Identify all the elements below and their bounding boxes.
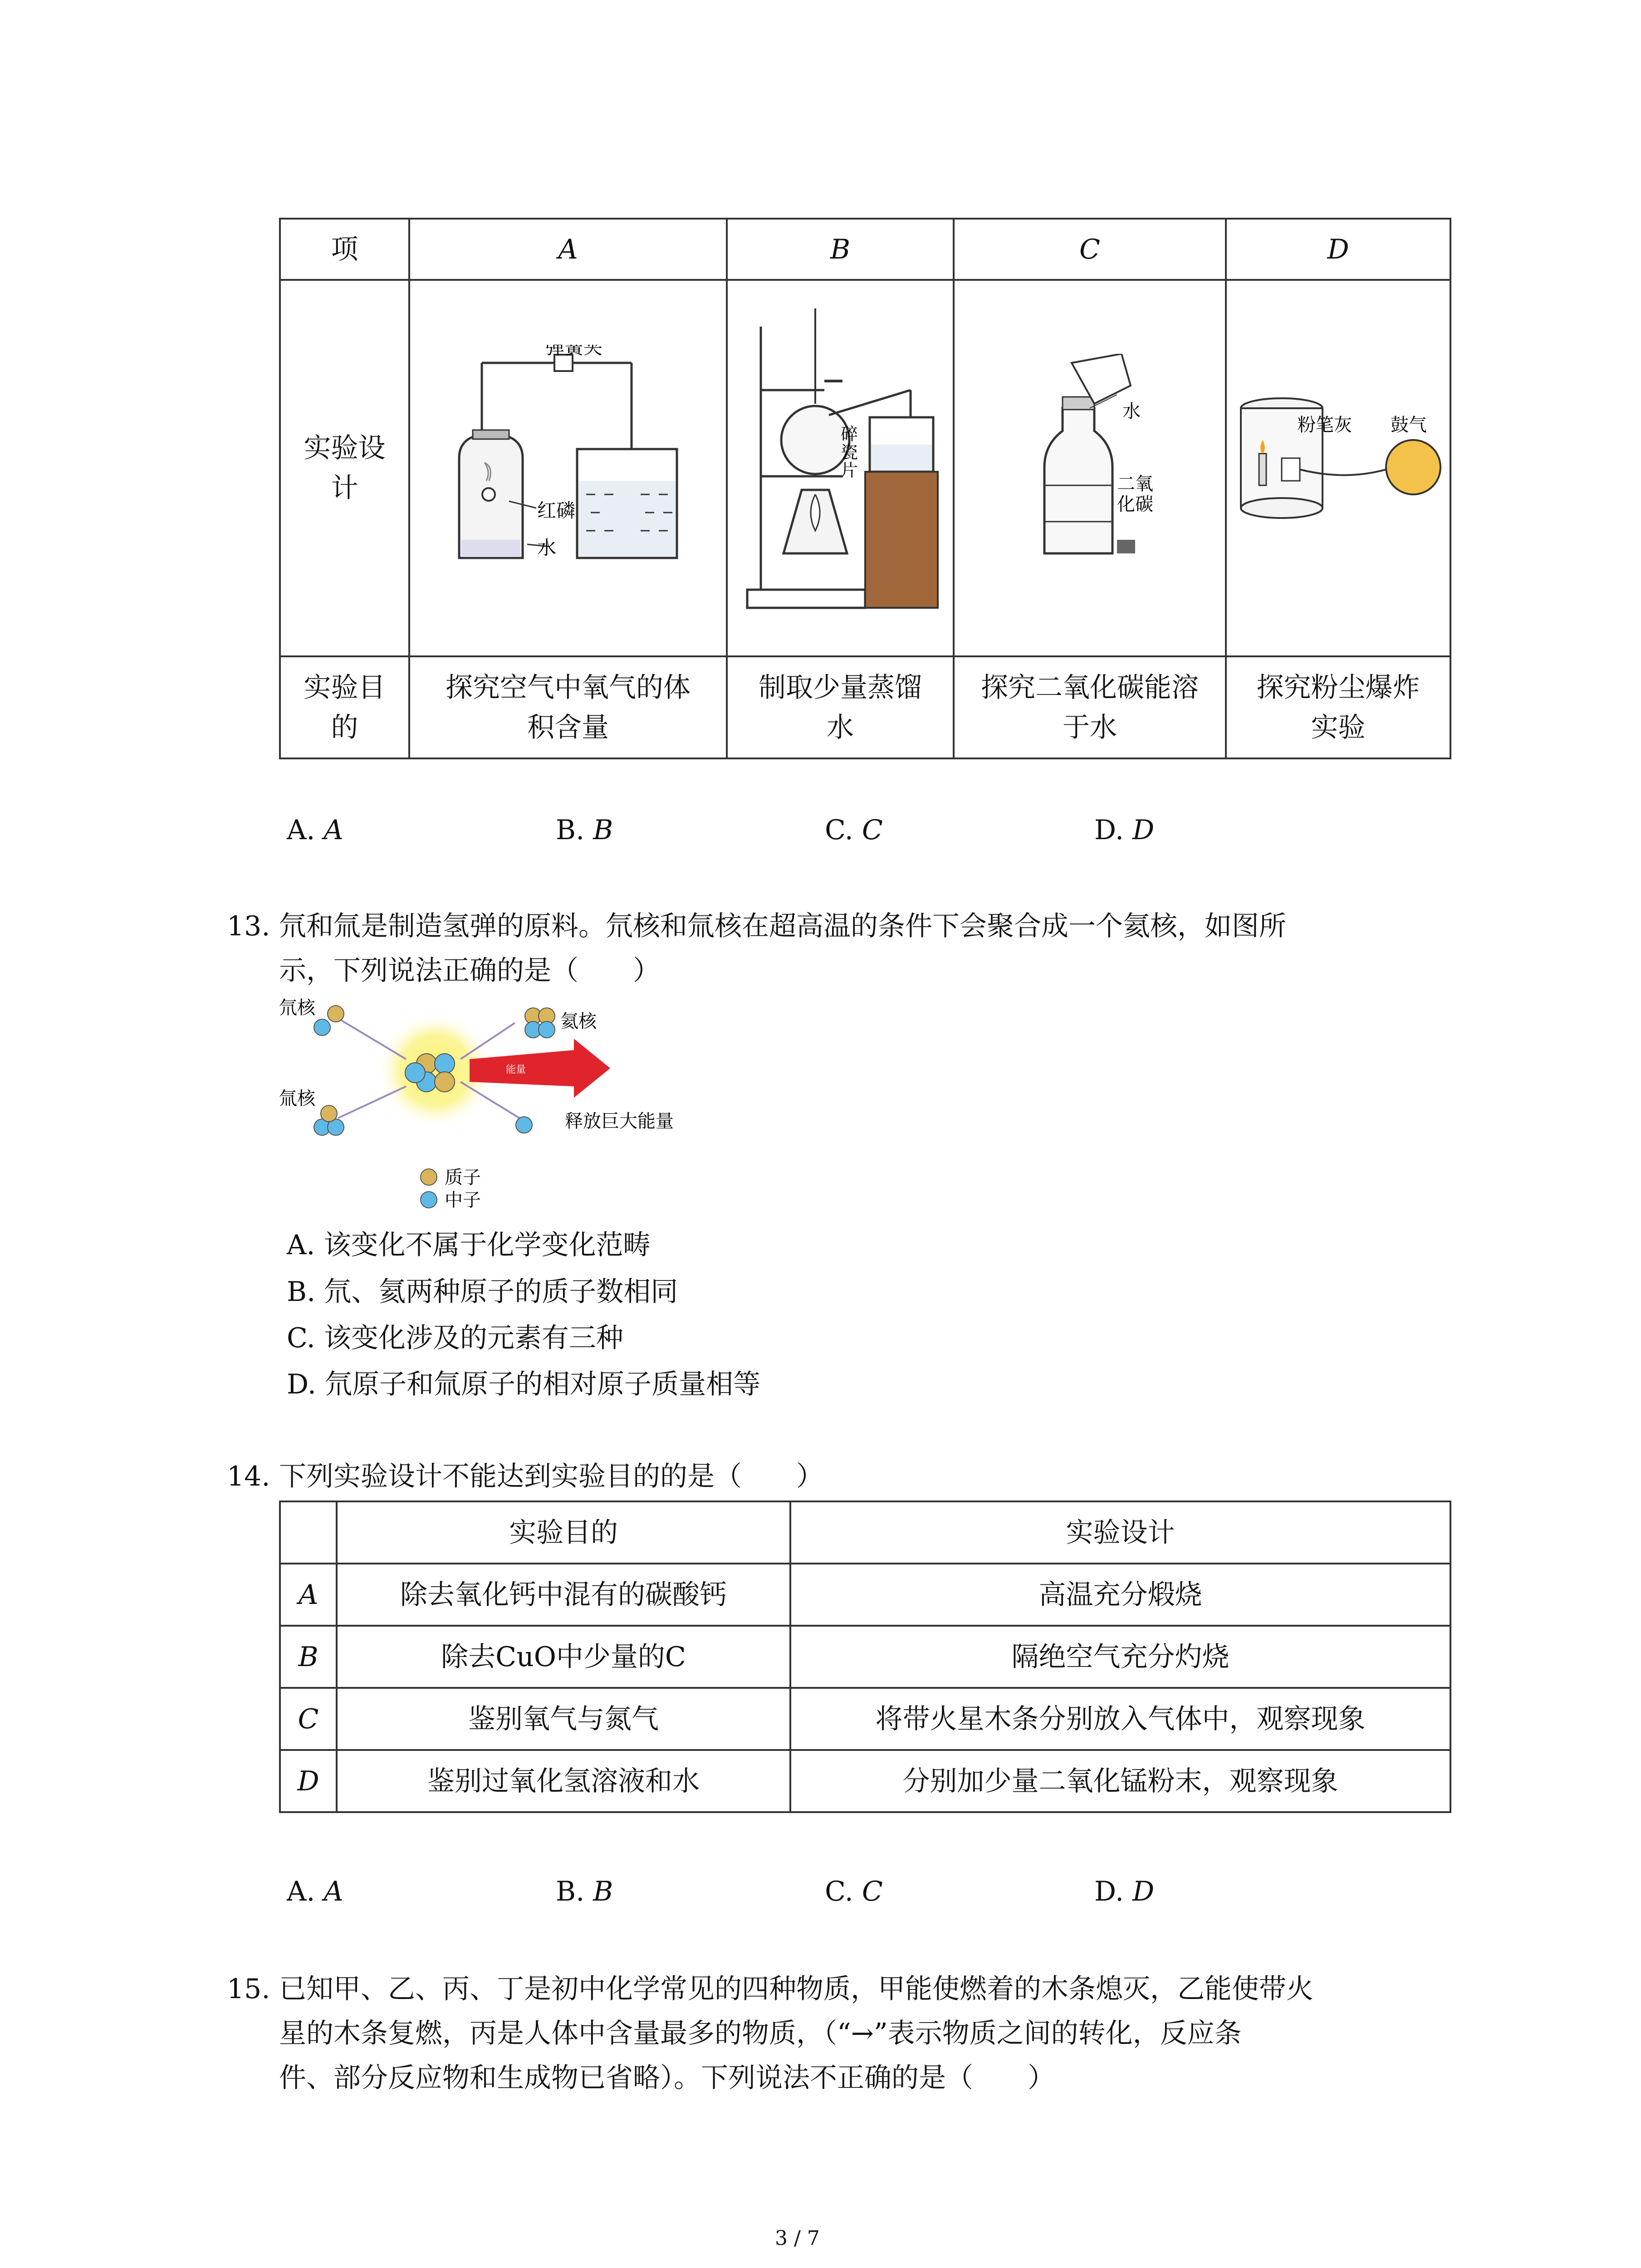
figure-c-cell bbox=[954, 280, 1226, 656]
q15-stem-line2: 星的木条复燃，丙是人体中含量最多的物质，（“→”表示物质之间的转化，反应条 bbox=[279, 2018, 1242, 2049]
q15-number: 15. bbox=[227, 1973, 270, 2005]
figure-b-cell bbox=[727, 280, 954, 656]
label-phosphorus: 红磷 bbox=[537, 499, 576, 522]
table-row: D 鉴别过氧化氢溶液和水 分别加少量二氧化锰粉末，观察现象 bbox=[280, 1750, 1450, 1812]
option-c[interactable]: C. C bbox=[825, 1876, 883, 1907]
option-c[interactable]: C. C bbox=[825, 814, 883, 846]
label-tritium: 氚核 bbox=[279, 1088, 315, 1109]
legend-neutron: 中子 bbox=[445, 1190, 481, 1211]
row-label-design: 实验设 计 bbox=[280, 280, 409, 656]
fusion-diagram bbox=[279, 996, 710, 1222]
q13-stem-line2: 示，下列说法正确的是（ ） bbox=[279, 955, 660, 987]
q12-table bbox=[279, 218, 1451, 759]
label-blow: 鼓气 bbox=[1390, 415, 1427, 435]
option-d[interactable]: D. D bbox=[1094, 1876, 1155, 1907]
q13-option-d[interactable]: D. 氘原子和氚原子的相对原子质量相等 bbox=[287, 1369, 761, 1400]
q14-table bbox=[279, 1501, 1451, 1813]
figure-c-apparatus bbox=[1004, 354, 1176, 572]
purpose-d: 探究粉尘爆炸 实验 bbox=[1226, 656, 1450, 758]
table-header-cell: 实验设计 bbox=[790, 1501, 1450, 1564]
q13-option-b[interactable]: B. 氘、氦两种原子的质子数相同 bbox=[287, 1276, 678, 1308]
table-header-cell: B bbox=[727, 219, 954, 280]
figure-d-cell bbox=[1226, 280, 1450, 656]
label-chalk: 粉笔灰 bbox=[1297, 415, 1352, 435]
purpose-a: 探究空气中氧气的体 积含量 bbox=[409, 656, 727, 758]
label-deuterium: 氘核 bbox=[279, 997, 315, 1018]
purpose-c: 探究二氧化碳能溶 于水 bbox=[954, 656, 1226, 758]
label-energy: 释放巨大能量 bbox=[565, 1111, 674, 1132]
option-d[interactable]: D. D bbox=[1094, 814, 1155, 846]
table-header-cell: D bbox=[1226, 219, 1450, 280]
q14-stem: 下列实验设计不能达到实验目的的是（ ） bbox=[279, 1461, 823, 1492]
q15-stem-line1: 已知甲、乙、丙、丁是初中化学常见的四种物质，甲能使燃着的木条熄灭，乙能使带火 bbox=[279, 1973, 1313, 2005]
table-header-cell: A bbox=[409, 219, 727, 280]
legend-proton: 质子 bbox=[445, 1167, 481, 1188]
option-b[interactable]: B. B bbox=[556, 814, 613, 846]
figure-d-apparatus bbox=[1232, 390, 1445, 535]
table-header-cell: C bbox=[954, 219, 1226, 280]
table-row: B 除去CuO中少量的C 隔绝空气充分灼烧 bbox=[280, 1626, 1450, 1688]
purpose-b: 制取少量蒸馏 水 bbox=[727, 656, 954, 758]
table-row: C 鉴别氧气与氮气 将带火星木条分别放入气体中，观察现象 bbox=[280, 1688, 1450, 1750]
q15-stem-line3: 件、部分反应物和生成物已省略）。下列说法不正确的是（ ） bbox=[279, 2062, 1055, 2094]
q13-stem-line1: 氘和氚是制造氢弹的原料。氘核和氚核在超高温的条件下会聚合成一个氦核，如图所 bbox=[279, 910, 1286, 942]
figure-a-cell bbox=[409, 280, 727, 656]
table-row: A 除去氧化钙中混有的碳酸钙 高温充分煅烧 bbox=[280, 1564, 1450, 1626]
q14-number: 14. bbox=[227, 1461, 270, 1492]
q13-number: 13. bbox=[227, 910, 270, 942]
table-header-cell bbox=[280, 1501, 337, 1564]
label-water: 水 bbox=[537, 537, 557, 559]
option-b[interactable]: B. B bbox=[556, 1876, 613, 1907]
row-label-purpose: 实验目 的 bbox=[280, 656, 409, 758]
page-number: 3 / 7 bbox=[775, 2227, 820, 2250]
label-water: 水 bbox=[1122, 401, 1141, 422]
q13-option-c[interactable]: C. 该变化涉及的元素有三种 bbox=[287, 1322, 623, 1354]
energy-arrow-label: 能量 bbox=[506, 1064, 526, 1075]
table-header-cell: 实验目的 bbox=[337, 1501, 790, 1564]
q13-option-a[interactable]: A. 该变化不属于化学变化范畴 bbox=[287, 1229, 651, 1261]
label-helium: 氦核 bbox=[560, 1011, 597, 1032]
figure-b-apparatus bbox=[734, 299, 947, 626]
label-chips-3: 片 bbox=[841, 460, 858, 480]
figure-a-apparatus bbox=[441, 345, 695, 581]
option-a[interactable]: A. A bbox=[287, 814, 343, 846]
label-co2-2: 化碳 bbox=[1117, 494, 1153, 515]
option-a[interactable]: A. A bbox=[287, 1876, 343, 1907]
label-clip: 弹簧夹 bbox=[545, 345, 603, 358]
label-co2-1: 二氧 bbox=[1117, 474, 1153, 494]
table-header-cell: 项 bbox=[280, 219, 409, 280]
label-chips-1: 碎 bbox=[841, 424, 858, 444]
label-chips-2: 瓷 bbox=[841, 442, 858, 462]
